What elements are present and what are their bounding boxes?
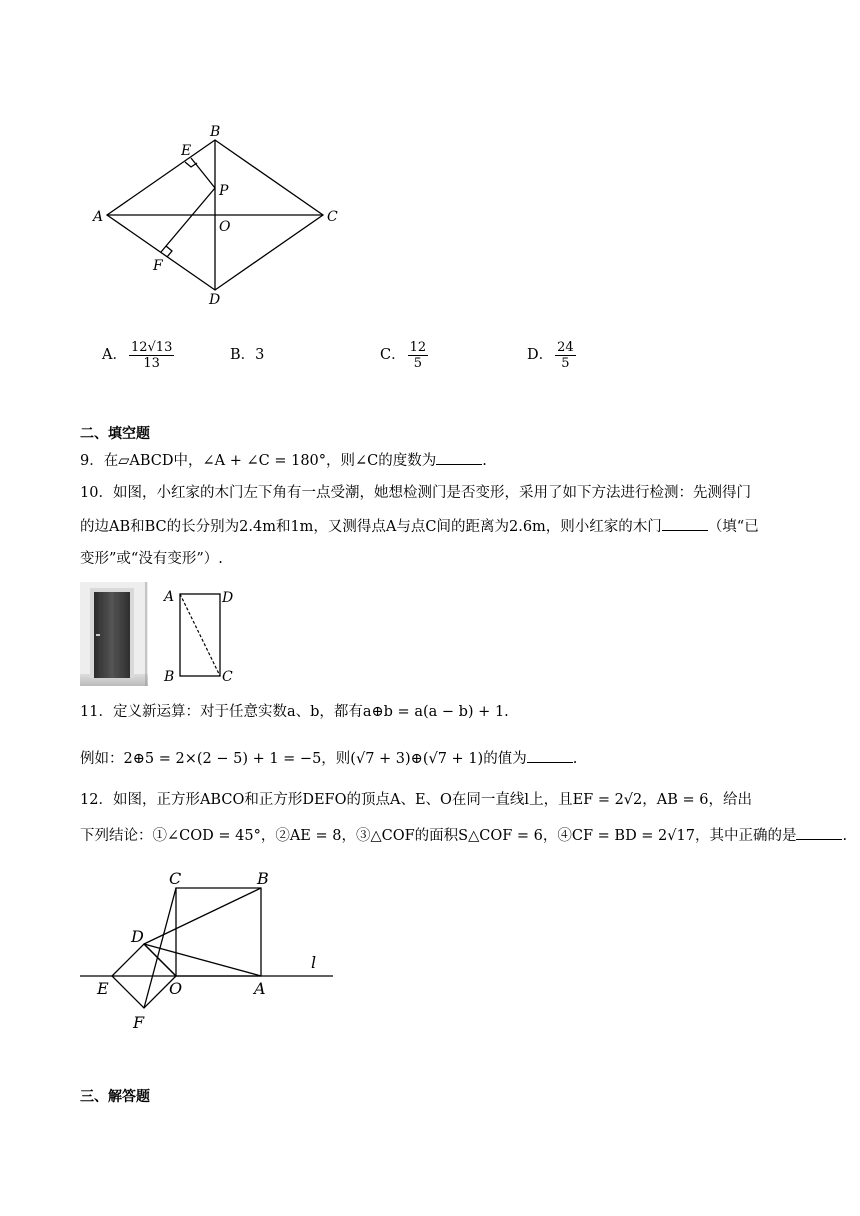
door-photo: [80, 582, 148, 686]
label-d: D: [222, 590, 234, 606]
label-b: B: [257, 869, 269, 888]
question-12-line-1: 12．如图，正方形ABCO和正方形DEFO的顶点A、E、O在同一直线l上，且EF = 2√2，AB = 6，给出: [80, 792, 752, 808]
rhombus-figure: [85, 118, 345, 313]
q11-answer-blank[interactable]: [527, 748, 573, 763]
label-e: E: [181, 143, 192, 159]
label-b: B: [164, 669, 175, 685]
question-11-line-2: 例如：2⊕5 = 2×(2 − 5) + 1 = −5，则(√7 + 3)⊕(√7 + 1)的值为 .: [80, 748, 577, 769]
label-b: B: [210, 124, 221, 140]
label-f: F: [153, 258, 163, 274]
square-abco: [176, 888, 261, 976]
label-d: D: [131, 927, 144, 946]
diagonal-ac: [180, 594, 220, 676]
question-12-line-2: 下列结论：①∠COD = 45°，②AE = 8，③△COF的面积S△COF = 6，④CF = BD = 2√17，其中正确的是 .: [80, 825, 847, 846]
squares-figure: [75, 862, 345, 1034]
section-2-title: 二、填空题: [80, 426, 150, 442]
label-c: C: [169, 869, 182, 888]
option-a[interactable]: A． $\frac{12√13}{13}$: [102, 339, 173, 371]
question-10-line-3: 变形”或“没有变形”）.: [80, 551, 223, 567]
q9-answer-blank[interactable]: [436, 450, 482, 465]
segment-bd: [144, 888, 261, 944]
question-9: 9．在▱ABCD中，∠A + ∠C = 180°，则∠C的度数为 .: [80, 450, 487, 471]
segment-pf: [161, 188, 215, 252]
label-c: C: [222, 669, 233, 685]
question-11-line-1: 11．定义新运算：对于任意实数a、b，都有a⊕b = a(a − b) + 1.: [80, 704, 509, 720]
label-a: A: [164, 589, 175, 605]
question-10-line-2: 的边AB和BC的长分别为2.4m和1m，又测得点A与点C间的距离为2.6m，则小红家的木门 （填“已: [80, 516, 759, 537]
option-d-fraction: $\frac{24}{5}$: [557, 339, 574, 371]
segment-da: [144, 944, 261, 976]
label-a: A: [93, 209, 104, 225]
option-d[interactable]: D． $\frac{24}{5}$: [527, 339, 574, 371]
question-10-line-1: 10．如图，小红家的木门左下角有一点受潮，她想检测门是否变形，采用了如下方法进行检测：先测得门: [80, 485, 751, 501]
label-c: C: [327, 209, 338, 225]
label-d: D: [209, 292, 221, 308]
segment-pe: [191, 158, 215, 188]
label-o: O: [169, 979, 183, 998]
q10-answer-blank[interactable]: [662, 516, 708, 531]
section-3-title: 三、解答题: [80, 1089, 150, 1105]
door-diagram: [160, 584, 250, 688]
label-a: A: [254, 979, 266, 998]
option-c-fraction: $\frac{12}{5}$: [409, 339, 427, 371]
label-p: P: [219, 183, 229, 199]
option-a-fraction: $\frac{12√13}{13}$: [130, 339, 173, 371]
right-angle-mark-f: [166, 246, 172, 257]
label-o: O: [219, 219, 231, 235]
q12-answer-blank[interactable]: [796, 825, 842, 840]
option-b[interactable]: B．3: [230, 347, 265, 363]
label-l: l: [311, 953, 317, 972]
label-e: E: [97, 979, 109, 998]
option-c[interactable]: C． $\frac{12}{5}$: [380, 339, 427, 371]
label-f: F: [133, 1013, 145, 1032]
